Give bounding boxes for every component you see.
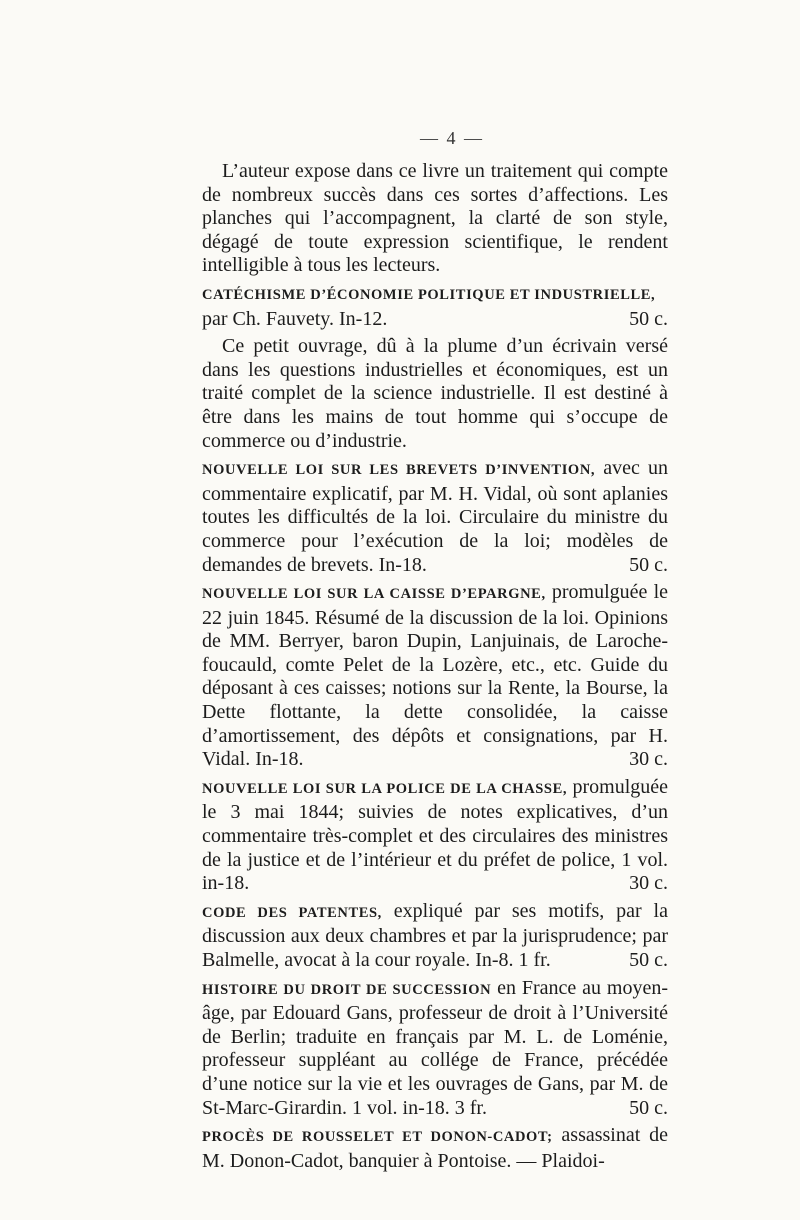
entry-title: CODE DES PATENTES, [202,904,382,921]
entry-price: 30 c. [629,872,668,895]
entry-price: 50 c. [629,553,668,576]
entry-price: 30 c. [629,748,668,771]
entry-title: NOUVELLE LOI SUR LES BREVETS D’INVENTION, [202,462,596,479]
paragraph-text: Ce petit ouvrage, dû à la plume d’un écrivain versé dans les questions industrielles et économiques, est un traité complet de la science industrielle. Il est destiné à être dans les mains de tout homme qui s’occupe de commerce ou d’industrie. [202,335,668,452]
entry-title: NOUVELLE LOI SUR LA CAISSE D’EPARGNE, [202,586,546,603]
entry-title: NOUVELLE LOI SUR LA POLICE DE LA CHASSE, [202,780,568,797]
document-body [202,160,668,1177]
entry-body: par Ch. Fauvety. In-12. [202,307,388,330]
paragraph-text: L’auteur expose dans ce livre un traitement qui compte de nombreux succès dans ces sortes d’affections. Les planches qui l’accompagnent, la clarté de son style, dégagé de toute expression scientifique, le rendent intelligible à tous les lecteurs. [202,160,668,277]
intro-paragraph [202,160,668,278]
catalog-entry-catechisme [202,282,668,331]
entry-body: assassinat de M. Donon-Cadot, banquier à Pontoise. — Plaidoi- [202,1124,668,1172]
entry-title: PROCÈS DE ROUSSELET ET DONON-CADOT; [202,1129,553,1146]
catalog-entry-caisse-epargne [202,581,668,772]
catalog-entry-patentes [202,900,668,973]
description-paragraph [202,335,668,453]
entry-price: 50 c. [629,949,668,971]
entry-body: promulguée le 22 juin 1845. Résumé de la discussion de la loi. Opinions de MM. Berryer, baron Dupin, Lanjuinais, de Laroche-foucauld, comte Pelet de la Lozère, etc., etc. Guide du déposant à ces caisses; notions sur la Rente, la Bourse, la Dette flottante, la dette consolidée, la caisse d’amortissement, des dépôts et consignations, par H. Vidal. In-18. [202,581,668,771]
page-number: — 4 — [420,128,484,148]
entry-body: avec un commentaire explicatif, par M. H. Vidal, où sont aplanies toutes les difficultés de la loi. Circulaire du ministre du commerce pour l’exécution de la loi; modèles de demandes de brevets. In-18. [202,457,668,576]
entry-title: CATÉCHISME D’ÉCONOMIE POLITIQUE ET INDUSTRIELLE, [202,286,656,303]
catalog-entry-chasse [202,776,668,896]
entry-title: HISTOIRE DU DROIT DE SUCCESSION [202,981,492,998]
catalog-entry-brevets [202,457,668,577]
entry-body: expliqué par ses motifs, par la discussion aux deux chambres et par la jurisprudence; par Balmelle, avocat à la cour royale. In-8. 1 fr. [202,899,668,971]
entry-body: promulguée le 3 mai 1844; suivies de notes explicatives, d’un commentaire très-complet et des circulaires des ministres de la justice et de l’intérieur et du préfet de police, 1 vol. in-18. [202,775,669,895]
entry-price: 50 c. [629,1096,668,1119]
entry-body: en France au moyen-âge, par Edouard Gans, professeur de droit à l’Université de Berlin; traduite en français par M. L. de Loménie, professeur suppléant au collége de France, précédée d’une notice sur la vie et les ouvrages de Gans, par M. de St-Marc-Girardin. 1 vol. in-18. 3 fr. [202,976,669,1119]
catalog-entry-succession [202,977,668,1121]
catalog-entry-proces [202,1124,668,1173]
entry-price: 50 c. [629,307,668,330]
